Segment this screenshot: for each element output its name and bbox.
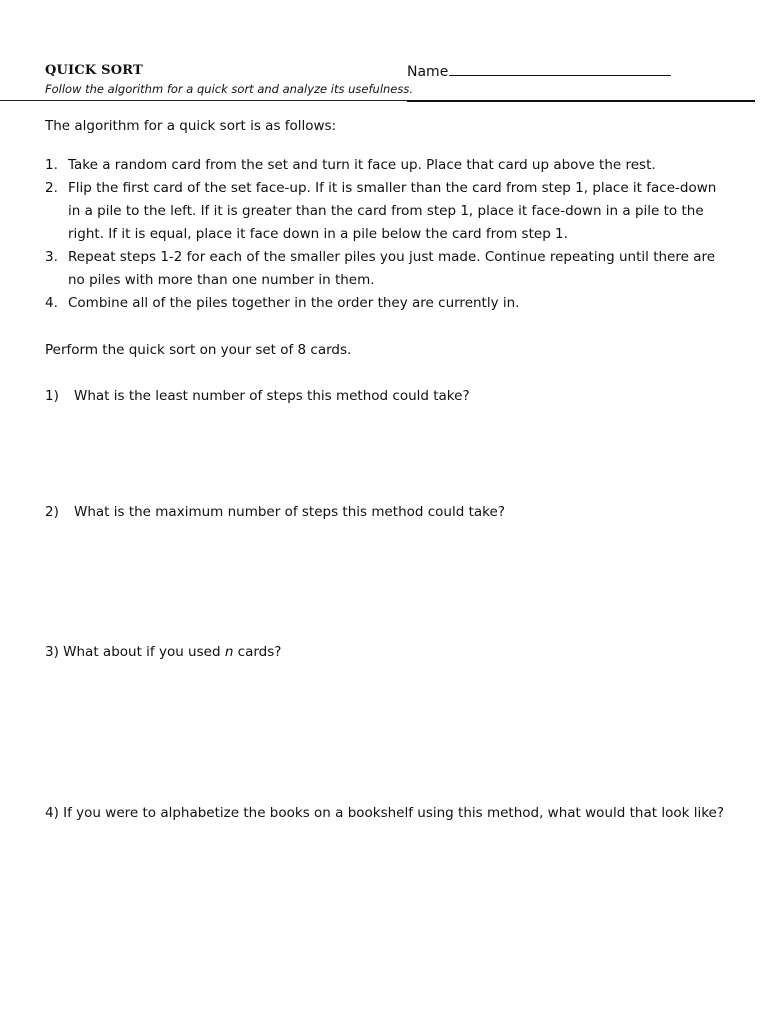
worksheet-title: QUICK SORT — [45, 63, 143, 78]
name-field — [407, 62, 671, 80]
question-number: 1) — [45, 388, 59, 404]
step-number: 1. — [45, 157, 58, 173]
step-text: Combine all of the piles together in the order they are currently in. — [68, 295, 520, 311]
question-text: What is the least number of steps this method could take? — [74, 388, 470, 404]
name-blank-line — [449, 62, 671, 76]
question-3 — [45, 640, 725, 664]
step-number: 2. — [45, 180, 58, 196]
header-divider-bold — [407, 100, 755, 102]
question-variable: n — [224, 644, 234, 660]
question-number: 2) — [45, 504, 59, 520]
question-number: 3) — [45, 644, 59, 660]
step-text: Flip the first card of the set face-up. If it is smaller than the card from step 1, place it face-down in a pile to the left. If it is greater than the card from step 1, place it face-down in a pile to the right. If it is equal, place it face down in a pile below the card from step 1. — [68, 180, 717, 242]
step-text: Take a random card from the set and turn it face up. Place that card up above the rest. — [68, 157, 656, 173]
worksheet-subtitle: Follow the algorithm for a quick sort and analyze its usefulness. — [45, 82, 414, 96]
question-1 — [45, 384, 725, 408]
algorithm-step — [45, 177, 725, 246]
name-label: Name — [407, 64, 449, 80]
step-text: Repeat steps 1-2 for each of the smaller piles you just made. Continue repeating until there are no piles with more than one number in them. — [68, 249, 716, 288]
algorithm-intro: The algorithm for a quick sort is as follows: — [45, 118, 337, 134]
question-number: 4) — [45, 805, 59, 821]
question-text-end: cards? — [233, 644, 282, 660]
algorithm-step — [45, 246, 725, 292]
question-4 — [45, 801, 725, 825]
algorithm-steps — [45, 154, 725, 315]
step-number: 3. — [45, 249, 58, 265]
algorithm-step — [45, 292, 725, 315]
algorithm-step — [45, 154, 725, 177]
question-text: What is the maximum number of steps this method could take? — [74, 504, 505, 520]
instruction-text: Perform the quick sort on your set of 8 cards. — [45, 342, 352, 358]
step-number: 4. — [45, 295, 58, 311]
question-text: If you were to alphabetize the books on a bookshelf using this method, what would that look like? — [63, 805, 725, 821]
question-text-start: What about if you used — [63, 644, 225, 660]
question-2 — [45, 500, 725, 524]
